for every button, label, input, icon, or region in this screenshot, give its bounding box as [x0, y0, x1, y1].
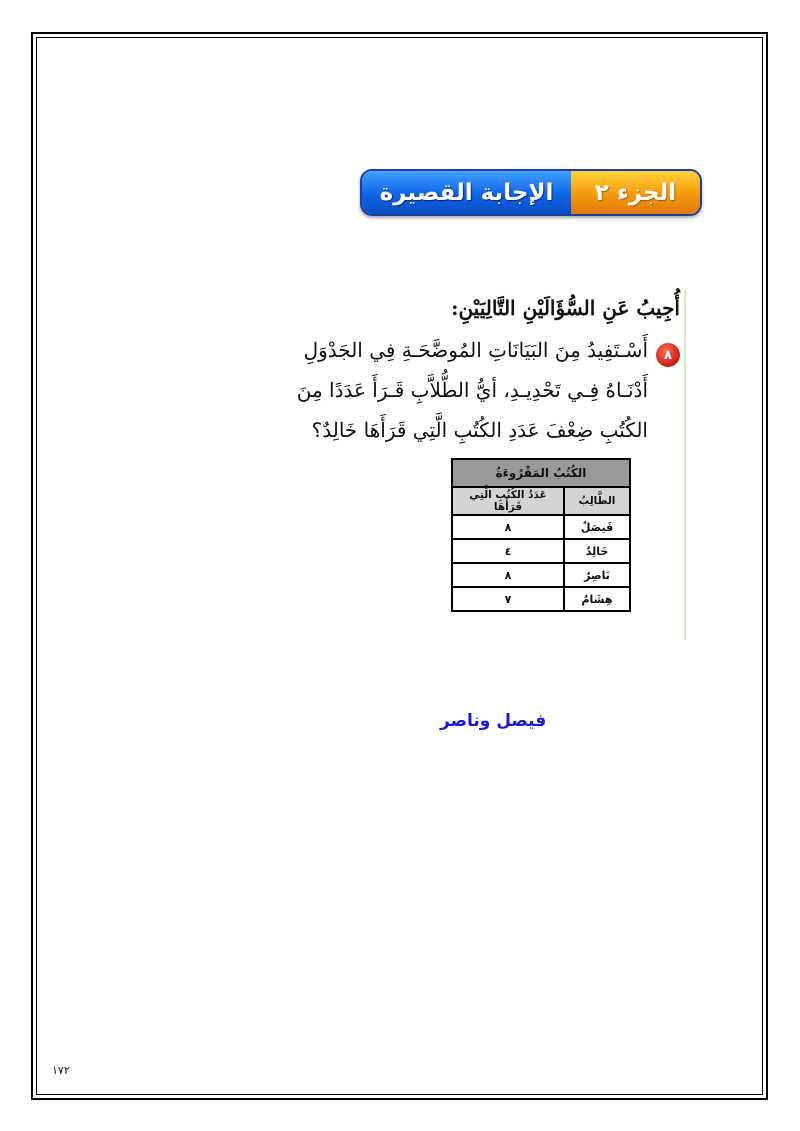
cell-student: فَيصَلٌ: [564, 515, 630, 539]
cell-count: ٨: [452, 563, 564, 587]
table-row: [452, 515, 630, 539]
banner-part-label: الجزء ٢: [571, 171, 700, 214]
cell-count: ٤: [452, 539, 564, 563]
question-number-badge: ٨: [656, 343, 680, 367]
answer-text: فيصل وناصر: [440, 711, 547, 731]
question-line-1: أَسْـتَفِيدُ مِنَ البَيَانَاتِ المُوضَّحَـةِ فِي الجَدْوَلِ: [303, 338, 648, 362]
table-row: [452, 563, 630, 587]
question-line-2: أَدْنَـاهُ فِـي تَحْدِيـدِ، أيُّ الطُّلاَّبِ قَـرَأَ عَدَدًا مِنَ: [296, 378, 648, 402]
table-caption: الكُتُبُ المَقْرُوءَةُ: [451, 458, 631, 486]
section-banner: [360, 169, 702, 216]
books-table: [451, 458, 631, 612]
question-instruction: أُجِيبُ عَنِ السُّؤَالَيْنِ التَّالِيَيْنِ:: [451, 296, 680, 320]
cell-student: خَالِدٌ: [564, 539, 630, 563]
header-count: عَدَدُ الكُتُبِ الَّتِي قَرَأَهَا: [452, 487, 564, 515]
page-number: ١٧٢: [52, 1064, 70, 1077]
table-header-row: [452, 487, 630, 515]
banner-title: الإجابة القصيرة: [362, 171, 571, 214]
header-student: الطَّالِبُ: [564, 487, 630, 515]
question-line-3: الكُتُبِ ضِعْفَ عَدَدِ الكُتُبِ الَّتِي قَرَأَهَا خَالِدٌ؟: [311, 418, 648, 442]
cell-student: هِشَامٌ: [564, 587, 630, 611]
table-row: [452, 587, 630, 611]
cell-count: ٨: [452, 515, 564, 539]
cell-count: ٧: [452, 587, 564, 611]
cell-student: نَاصِرٌ: [564, 563, 630, 587]
table-row: [452, 539, 630, 563]
